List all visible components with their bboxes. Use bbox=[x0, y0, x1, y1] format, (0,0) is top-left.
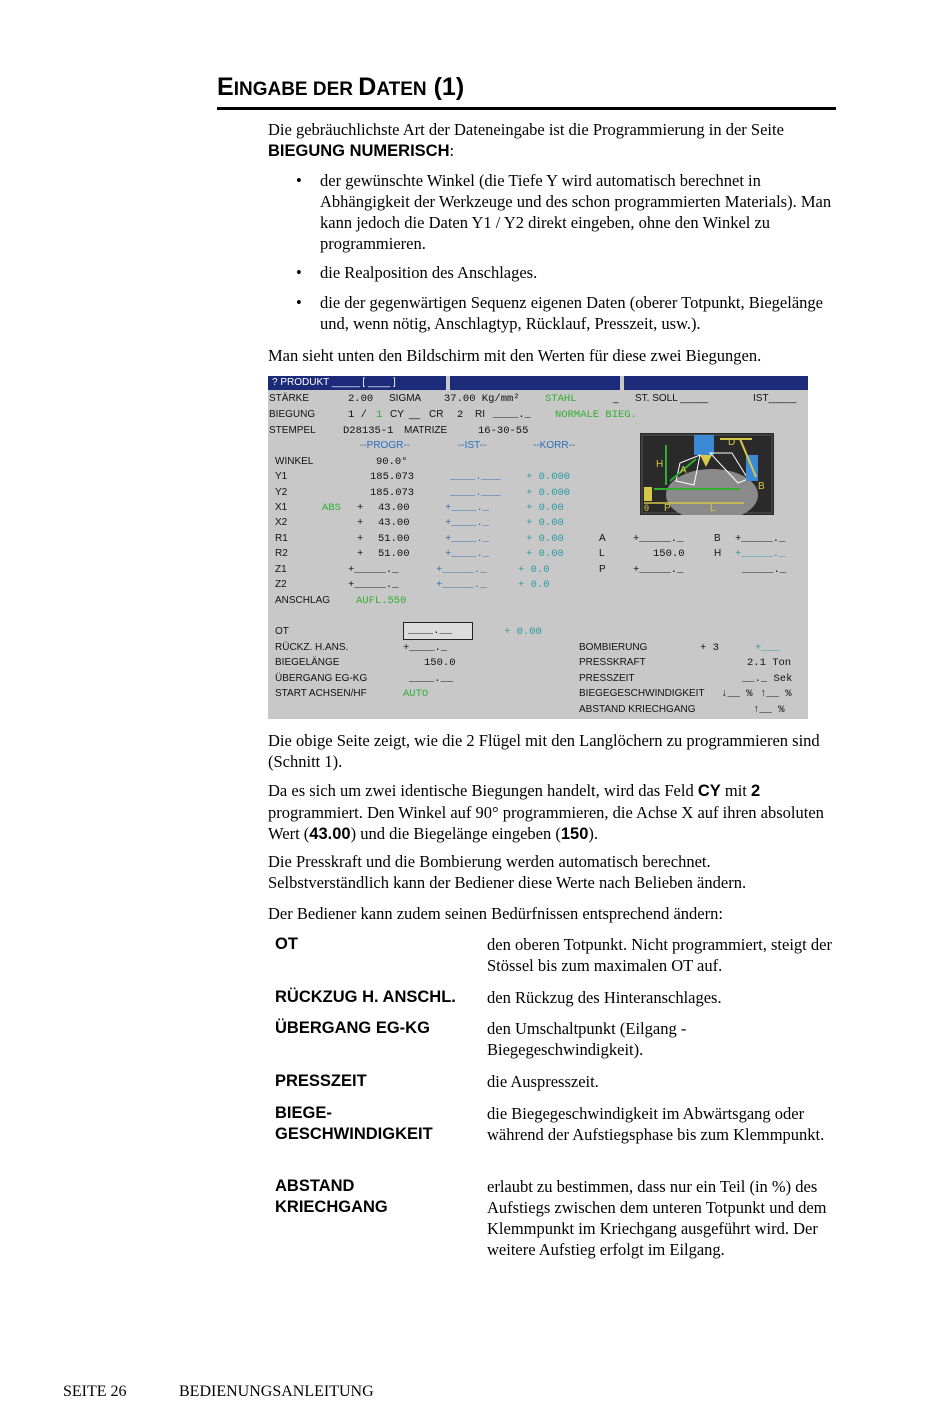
bullet-item: • der gewünschte Winkel (die Tiefe Y wird automatisch berechnet in Abhängigkeit der Werkzeuge und des schon programmierten Materials). Man kann jedoch die Daten Y1 / Y2 direkt eingeben, ohne den Winkel zu programmieren. bbox=[296, 171, 832, 253]
screen-top-bar bbox=[450, 376, 620, 390]
definition-desc: den Umschaltpunkt (Eilgang - Biegegeschwindigkeit). bbox=[487, 1019, 687, 1059]
definition-term: OT bbox=[275, 935, 298, 953]
diagram-label: θ bbox=[644, 503, 650, 513]
document-title: BEDIENUNGSANLEITUNG bbox=[179, 1383, 374, 1400]
bend-diagram bbox=[640, 433, 774, 515]
definition-desc: den oberen Totpunkt. Nicht programmiert, steigt der Stössel bis zum maximalen OT auf. bbox=[487, 935, 832, 975]
screen-top-bar: ? PRODUKT _____ [ ____ ] bbox=[268, 376, 446, 390]
definition-desc: die Auspresszeit. bbox=[487, 1072, 599, 1091]
definition-desc: den Rückzug des Hinteranschlages. bbox=[487, 988, 722, 1007]
definition-desc: erlaubt zu bestimmen, dass nur ein Teil (in %) des Aufstiegs zwischen dem unteren Totpunkt und dem Klemmpunkt im Kriechgang ausgeführt wird. Der weitere Aufstieg erfolgt im Eilgang. bbox=[487, 1177, 827, 1259]
definition-term: PRESSZEIT bbox=[275, 1072, 367, 1090]
screen-top-bar bbox=[624, 376, 808, 390]
diagram-label: L bbox=[710, 503, 716, 514]
diagram-label: P bbox=[664, 503, 671, 514]
diagram-label: B bbox=[758, 481, 765, 492]
machine-screen: ? PRODUKT _____ [ ____ ] STÄRKE 2.00 SIGMA 37.00 Kg/mm² STAHL _ ST. SOLL _____ IST_____ BIEGUNG 1 / 1 CY __ CR 2 RI ____._ NORMALE BIEG. STEMPEL D28135-1 MATRIZE 16-30-55 --PROGR-- --IST-- --KORR-- WINKEL 90.0° Y1 185.073 ____.___ + 0.000 Y2 185.073 ____.___ + 0.000 X1 ABS + 43.00 +____._ + 0.00 X2 + 43.00 +____._ + 0.00 R1 + 51.00 +____._ + 0.00 R2 + 51.00 +____._ + 0.00 Z1 +_____._ +_____._ + 0.0 Z2 +_____._ +_____._ + 0.0 A +_____._ B +_____._ L 150.0 H +_____._ P +_____._ _____._ ANSCHLAG AUFL.550 OT ____.__ + 0.00 RÜCKZ. H.ANS. +____._ BIEGELÄNGE 150.0 ÜBERGANG EG-KG ____.__ START ACHSEN/HF AUTO BOMBIERUNG + 3 +___ PRESSKRAFT 2.1 Ton PRESSZEIT __._ Sek BIEGEGESCHWINDIGKEIT ↓__ % ↑__ % ABSTAND KRIECHGANG ↑__ % D H A B P L θ bbox=[268, 376, 808, 719]
definition-term: ÜBERGANG EG-KG bbox=[275, 1019, 430, 1037]
definition-term: BIEGE- GESCHWINDIGKEIT bbox=[275, 1104, 433, 1143]
page-number: SEITE 26 bbox=[63, 1383, 127, 1400]
diagram-label: A bbox=[680, 465, 687, 476]
definition-term: ABSTAND KRIECHGANG bbox=[275, 1177, 388, 1216]
bullet-item: • die Realposition des Anschlages. bbox=[296, 263, 538, 282]
body-paragraph: Der Bediener kann zudem seinen Bedürfnissen entsprechend ändern: bbox=[268, 904, 723, 923]
definition-desc: die Biegegeschwindigkeit im Abwärtsgang oder während der Aufstiegsphase bis zum Klemmpunkt. bbox=[487, 1104, 825, 1144]
definition-term: RÜCKZUG H. ANSCHL. bbox=[275, 988, 456, 1006]
body-paragraph: Da es sich um zwei identische Biegungen handelt, wird das Feld CY mit 2 programmiert. Den Winkel auf 90° programmieren, die Achse X auf ihren absoluten Wert (43.00) und die Biegelänge eingeben (150). bbox=[268, 781, 824, 843]
ot-input[interactable]: ____.__ bbox=[403, 622, 473, 640]
bullet-item: • die der gegenwärtigen Sequenz eigenen Daten (oberer Totpunkt, Biegelänge und, wenn nötig, Anschlagtyp, Rücklauf, Presszeit, usw.). bbox=[296, 293, 823, 333]
screen-intro: Man sieht unten den Bildschirm mit den Werten für diese zwei Biegungen. bbox=[268, 346, 762, 365]
intro-paragraph: Die gebräuchlichste Art der Dateneingabe ist die Programmierung in der Seite BIEGUNG NUMERISCH: bbox=[268, 120, 784, 160]
diagram-label: D bbox=[728, 437, 736, 448]
body-paragraph: Die Presskraft und die Bombierung werden automatisch berechnet. Selbstverständlich kann der Bediener diese Werte nach Belieben ändern. bbox=[268, 852, 747, 892]
page-title: EINGABE DER DATEN (1) bbox=[217, 72, 836, 110]
diagram-label: H bbox=[656, 459, 664, 470]
body-paragraph: Die obige Seite zeigt, wie die 2 Flügel mit den Langlöchern zu programmieren sind (Schnitt 1). bbox=[268, 731, 820, 771]
